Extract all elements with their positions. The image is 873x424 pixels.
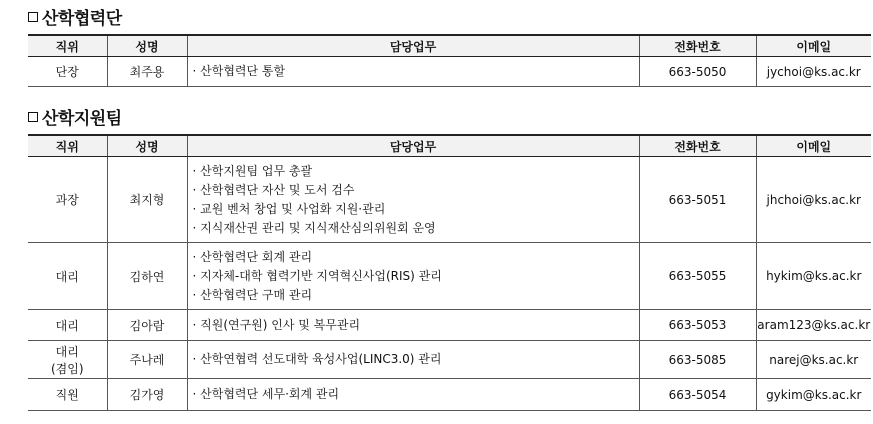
duty-line: · 지자체-대학 협력기반 지역혁신사업(RIS) 관리: [192, 268, 442, 283]
header-name: 성명: [107, 35, 187, 57]
cell-email: jychoi@ks.ac.kr: [756, 57, 871, 87]
checkbox-square-icon: [28, 112, 38, 122]
table-sanhak-cooperation: [28, 34, 871, 87]
cell-duties: [187, 310, 639, 341]
table-header-row: [28, 135, 871, 157]
duty-line: · 직원(연구원) 인사 및 복무관리: [192, 317, 361, 332]
cell-email: hykim@ks.ac.kr: [756, 243, 871, 310]
cell-email: jhchoi@ks.ac.kr: [756, 157, 871, 243]
table-row: [28, 379, 871, 411]
cell-name: 김하연: [107, 243, 187, 310]
table-sanhak-support-team: [28, 134, 871, 411]
table-row: [28, 57, 871, 87]
header-phone: 전화번호: [639, 35, 756, 57]
duty-line: · 산학협력단 자산 및 도서 검수: [192, 182, 355, 197]
cell-name: 김아람: [107, 310, 187, 341]
cell-duties: [187, 379, 639, 411]
cell-duties: [187, 157, 639, 243]
table-row: [28, 341, 871, 379]
table-row: [28, 157, 871, 243]
cell-email: gykim@ks.ac.kr: [756, 379, 871, 411]
cell-email: aram123@ks.ac.kr: [756, 310, 871, 341]
duty-line: · 지식재산권 관리 및 지식재산심의위원회 운영: [192, 220, 436, 235]
duty-line: · 산학협력단 구매 관리: [192, 287, 313, 302]
duty-line: · 교원 벤처 창업 및 사업화 지원·관리: [192, 201, 386, 216]
cell-phone: 663-5055: [639, 243, 756, 310]
cell-duties: [187, 243, 639, 310]
cell-position: 직원: [28, 379, 107, 411]
header-duties: 담당업무: [187, 35, 639, 57]
cell-position: 과장: [28, 157, 107, 243]
cell-duties: [187, 57, 639, 87]
cell-name: 주나레: [107, 341, 187, 379]
header-phone: 전화번호: [639, 135, 756, 157]
section-title-text: 산학협력단: [42, 9, 122, 29]
cell-duties: [187, 341, 639, 379]
cell-phone: 663-5054: [639, 379, 756, 411]
cell-name: 최지형: [107, 157, 187, 243]
header-position: 직위: [28, 35, 107, 57]
header-email: 이메일: [756, 135, 871, 157]
checkbox-square-icon: [28, 12, 38, 22]
table-row: [28, 310, 871, 341]
cell-position: 단장: [28, 57, 107, 87]
cell-name: 최주용: [107, 57, 187, 87]
cell-phone: 663-5050: [639, 57, 756, 87]
cell-phone: 663-5053: [639, 310, 756, 341]
section-title-text: 산학지원팀: [42, 109, 122, 129]
duty-line: · 산학협력단 회계 관리: [192, 249, 313, 264]
section-title-2: [28, 104, 122, 129]
position-note: (겸임): [50, 361, 84, 376]
duty-line: · 산학지원팀 업무 총괄: [192, 163, 313, 178]
cell-position: 대리: [28, 243, 107, 310]
header-name: 성명: [107, 135, 187, 157]
cell-email: narej@ks.ac.kr: [756, 341, 871, 379]
header-position: 직위: [28, 135, 107, 157]
position-label: 대리: [55, 344, 79, 359]
table-row: [28, 243, 871, 310]
cell-position: [28, 341, 107, 379]
section-title-1: [28, 4, 122, 29]
cell-phone: 663-5051: [639, 157, 756, 243]
table-header-row: [28, 35, 871, 57]
duty-line: · 산학연협력 선도대학 육성사업(LINC3.0) 관리: [192, 352, 442, 366]
header-duties: 담당업무: [187, 135, 639, 157]
duty-line: · 산학협력단 세무·회계 관리: [192, 387, 340, 401]
cell-phone: 663-5085: [639, 341, 756, 379]
cell-position: 대리: [28, 310, 107, 341]
header-email: 이메일: [756, 35, 871, 57]
duty-line: · 산학협력단 통할: [192, 64, 286, 78]
cell-name: 김가영: [107, 379, 187, 411]
